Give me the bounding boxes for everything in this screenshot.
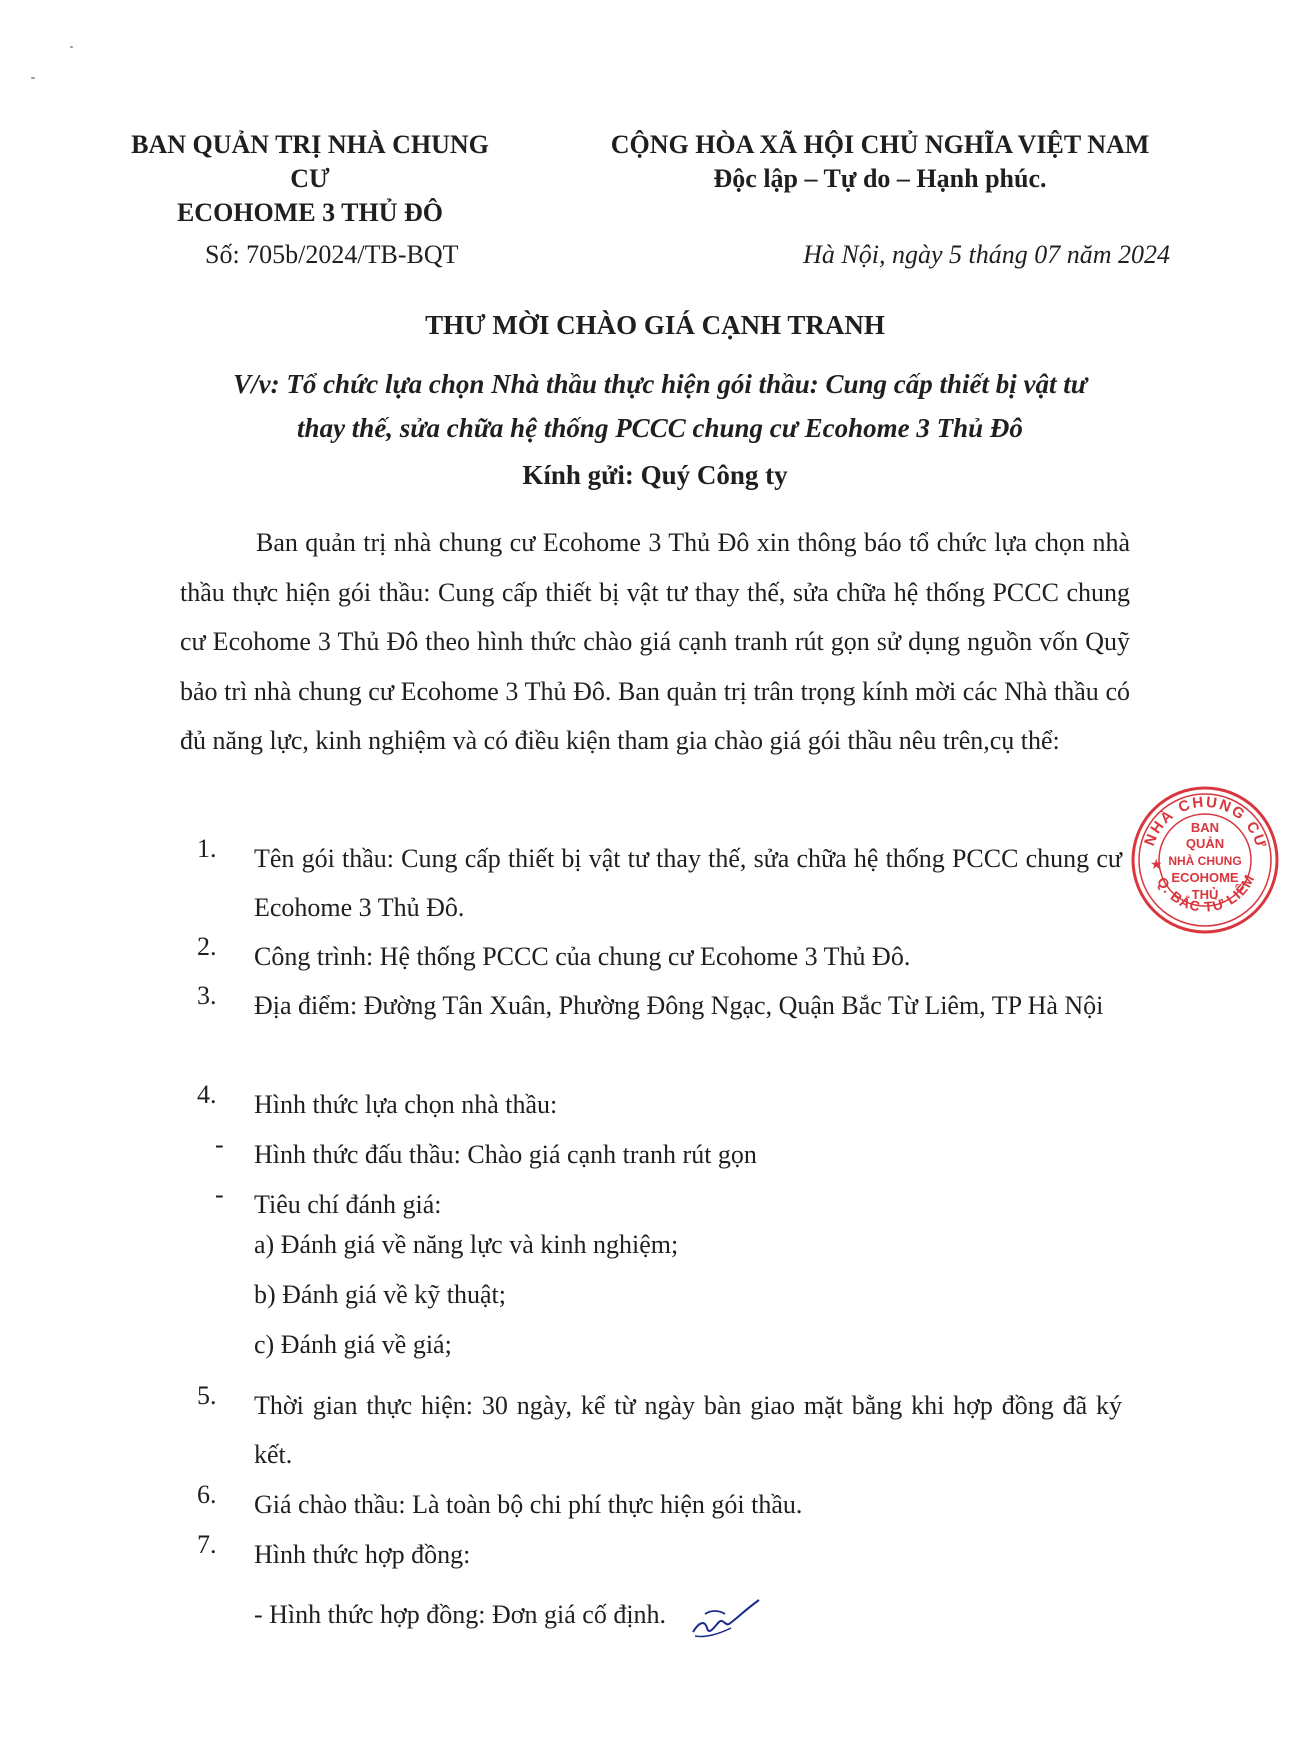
subject-line-1: V/v: Tổ chức lựa chọn Nhà thầu thực hiện gói thầu: Cung cấp thiết bị vật tư: [233, 369, 1087, 399]
item-number: 5.: [197, 1381, 217, 1410]
scan-speck: [70, 46, 73, 48]
criterion: c) Đánh giá về giá;: [254, 1330, 452, 1359]
seal-center-line: BAN: [1190, 820, 1220, 835]
bullet-dash: -: [215, 1180, 224, 1209]
criterion: b) Đánh giá về kỹ thuật;: [254, 1280, 506, 1309]
national-header: [580, 128, 1180, 196]
item-number: 1.: [197, 834, 217, 863]
seal-center-line: NHÀ CHUNG: [1168, 854, 1242, 868]
item-text: Địa điểm: Đường Tân Xuân, Phường Đông Ngạc, Quận Bắc Từ Liêm, TP Hà Nội: [254, 991, 1104, 1020]
item-number: 6.: [197, 1480, 217, 1509]
issuer-line-1: BAN QUẢN TRỊ NHÀ CHUNG CƯ: [131, 130, 489, 193]
seal-star-icon: ★: [1150, 858, 1163, 873]
scan-speck: [31, 77, 35, 79]
item-text: Giá chào thầu: Là toàn bộ chi phí thực hiện gói thầu.: [254, 1490, 803, 1519]
item-text: Hình thức lựa chọn nhà thầu:: [254, 1090, 558, 1119]
issuer-line-2: ECOHOME 3 THỦ ĐÔ: [176, 198, 444, 227]
subject-line-2: thay thế, sửa chữa hệ thống PCCC chung cư Ecohome 3 Thủ Đô: [297, 413, 1023, 443]
item-text: Tên gói thầu: Cung cấp thiết bị vật tư thay thế, sửa chữa hệ thống PCCC chung cư Ecohome 3 Thủ Đô.: [254, 844, 1122, 922]
item-number: 3.: [197, 981, 217, 1010]
seal-center-line: ECOHOME: [1171, 870, 1239, 885]
bullet-dash: -: [215, 1130, 224, 1159]
document-date: Hà Nội, ngày 5 tháng 07 năm 2024: [803, 240, 1170, 269]
document-number: Số: 705b/2024/TB-BQT: [205, 240, 459, 269]
contract-type: - Hình thức hợp đồng: Đơn giá cố định.: [254, 1600, 667, 1629]
item-text: Hình thức hợp đồng:: [254, 1540, 471, 1569]
seal-ring-text: NHÀ CHUNG CƯ: [1141, 793, 1270, 852]
bullet-text: Hình thức đấu thầu: Chào giá cạnh tranh rút gọn: [254, 1140, 757, 1169]
initials-signature: [685, 1592, 765, 1642]
item-number: 4.: [197, 1080, 217, 1109]
salutation: Kính gửi: Quý Công ty: [522, 460, 788, 490]
national-motto: Độc lập – Tự do – Hạnh phúc.: [713, 164, 1047, 193]
official-seal-stamp: [1130, 785, 1280, 935]
document-title: THƯ MỜI CHÀO GIÁ CẠNH TRANH: [425, 310, 885, 340]
bullet-text: Tiêu chí đánh giá:: [254, 1190, 442, 1219]
national-title: CỘNG HÒA XÃ HỘI CHỦ NGHĨA VIỆT NAM: [610, 130, 1150, 159]
criterion: a) Đánh giá về năng lực và kinh nghiệm;: [254, 1230, 679, 1259]
item-text: Công trình: Hệ thống PCCC của chung cư Ecohome 3 Thủ Đô.: [254, 942, 911, 971]
document-subject: [160, 362, 1160, 450]
intro-paragraph: Ban quản trị nhà chung cư Ecohome 3 Thủ Đô xin thông báo tổ chức lựa chọn nhà thầu thực hiện gói thầu: Cung cấp thiết bị vật tư thay thế, sửa chữa hệ thống PCCC chung cư Ecohome 3 Thủ Đô theo hình thức chào giá cạnh tranh rút gọn sử dụng nguồn vốn Quỹ bảo trì nhà chung cư Ecohome 3 Thủ Đô. Ban quản trị trân trọng kính mời các Nhà thầu có đủ năng lực, kinh nghiệm và có điều kiện tham gia chào giá gói thầu nêu trên,cụ thể:: [180, 528, 1130, 755]
issuer-header: [120, 128, 500, 230]
seal-center-line: THỦ: [1191, 887, 1219, 902]
item-number: 2.: [197, 932, 217, 961]
seal-center-line: QUẢN: [1185, 836, 1225, 851]
seal-ring-bottom-text: Q. BẮC TỪ LIÊM: [1153, 871, 1258, 915]
item-text: Thời gian thực hiện: 30 ngày, kể từ ngày bàn giao mặt bằng khi hợp đồng đã ký kết.: [254, 1391, 1122, 1469]
item-number: 7.: [197, 1530, 217, 1559]
